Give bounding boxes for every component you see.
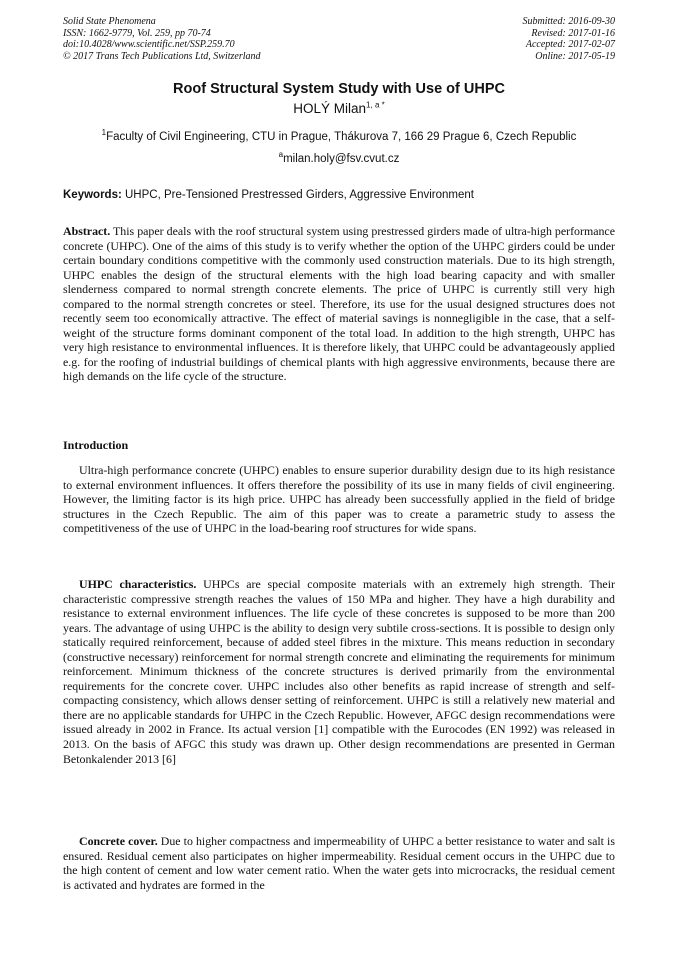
submitted-date: Submitted: 2016-09-30	[522, 16, 615, 27]
accepted-date: Accepted: 2017-02-07	[525, 39, 615, 50]
abstract-label: Abstract.	[63, 224, 111, 238]
issn-line: ISSN: 1662-9779, Vol. 259, pp 70-74	[63, 27, 211, 39]
keywords-text: UHPC, Pre-Tensioned Prestressed Girders, Aggressive Environment	[125, 189, 474, 201]
author-sup: 1, a *	[366, 100, 385, 110]
concrete-cover-text: Due to higher compactness and impermeability of UHPC a better resistance to water and salt is ensured. Residual cement also participates on higher impermeability. Residual cement occurs in the UHPC due to the high content of cement and low water cement ratio. When the water gets into microcracks, the residual cement is activated and hydrates are formed in the	[63, 834, 615, 892]
affiliation-sup: 1	[101, 128, 107, 138]
introduction-text: Ultra-high performance concrete (UHPC) enables to ensure superior durability design due to its high resistance to external environment influences. It offers therefore the possibility of its use in many fields of civil engineering. However, the limiting factor is its high price. UHPC has already been successfully applied in the field of bridge structures in the Czech Republic. The aim of this paper was to create a parametric study to assess the competitiveness of the use of UHPC in the load-bearing roof structures for wide spans.	[63, 463, 615, 536]
journal-name: Solid State Phenomena	[63, 16, 156, 27]
copyright-line: © 2017 Trans Tech Publications Ltd, Switzerland	[63, 50, 261, 62]
email-sup: a	[278, 150, 284, 160]
paper-title: Roof Structural System Study with Use of UHPC	[173, 81, 505, 97]
affiliation-text: Faculty of Civil Engineering, CTU in Prague, Thákurova 7, 166 29 Prague 6, Czech Republic	[106, 131, 577, 143]
author-name: HOLÝ Milan	[293, 101, 367, 116]
online-date: Online: 2017-05-19	[535, 50, 615, 62]
doi-line: doi:10.4028/www.scientific.net/SSP.259.70	[63, 39, 235, 50]
uhpc-characteristics-text: UHPCs are special composite materials with an extremely high strength. Their characteristic compressive strength reaches the values of 150 MPa and higher. They have a high durability and resistance to external environment influences. The life cycle of these concretes is supposed to be more than 200 years. The advantage of using UHPC is the ability to design very subtile cross-sections. It is possible to design only statically required reinforcement, because of added steel fibres in the mixture. This means reduction in secondary (constructive necessary) reinforcement for normal strength concrete and eliminating the requirements for minimum reinforcement. Minimum thickness of the concrete structures is derived primarily from the environmental requirements for the concrete cover. UHPC includes also other benefits as rapid increase of strength and self-compacting consistency, which allows denser setting of reinforcement. UHPC is still a relatively new material and there are no applicable standards for UHPC in the Czech Republic. However, AFGC design recommendations were issued already in 2002 in France. Its actual version [1] compatible with the Eurocodes (EN 1992) was released in 2013. On the basis of AFGC this study was drawn up. Other design recommendations are presented in German Betonkalender 2013 [6]	[63, 577, 615, 766]
concrete-cover-label: Concrete cover.	[79, 834, 158, 848]
concrete-cover-paragraph	[63, 834, 615, 892]
publication-info	[63, 16, 261, 62]
author-email	[0, 150, 678, 165]
author-line	[0, 101, 678, 116]
keywords-label: Keywords:	[63, 189, 122, 201]
introduction-heading: Introduction	[63, 438, 129, 452]
email-text: milan.holy@fsv.cvut.cz	[283, 153, 400, 165]
abstract-text: This paper deals with the roof structural system using prestressed girders made of ultra-high performance concrete (UHPC). One of the aims of this study is to verify whether the option of the UHPC girders could be under certain boundary conditions competitive with the commonly used construction materials. Due to its high strength, UHPC enables the design of the structural elements with the high load bearing capacity and with smaller slenderness compared to normal strength concrete elements. The price of UHPC is currently still very high compared to the normal strength concretes or steel. Therefore, its use for the usual designed structures does not recently seem too economically attractive. The effect of material savings is nonnegligible in the case, that a self-weight of the structure forms dominant component of the total load. In addition to the high strength, UHPC has very high resistance to environmental influences. It is therefore likely, that UHPC could be advantageously applied e.g. for the roofing of industrial buildings of chemical plants with high aggressive environments, because there are high demands on the life cycle of the structure.	[63, 224, 615, 384]
uhpc-characteristics-paragraph	[63, 577, 615, 766]
uhpc-characteristics-label: UHPC characteristics.	[79, 577, 197, 591]
abstract-paragraph	[63, 224, 615, 384]
affiliation	[0, 128, 678, 143]
introduction-paragraph	[63, 463, 615, 536]
revised-date: Revised: 2017-01-16	[531, 27, 615, 39]
keywords	[63, 189, 615, 201]
publication-dates	[523, 16, 616, 62]
